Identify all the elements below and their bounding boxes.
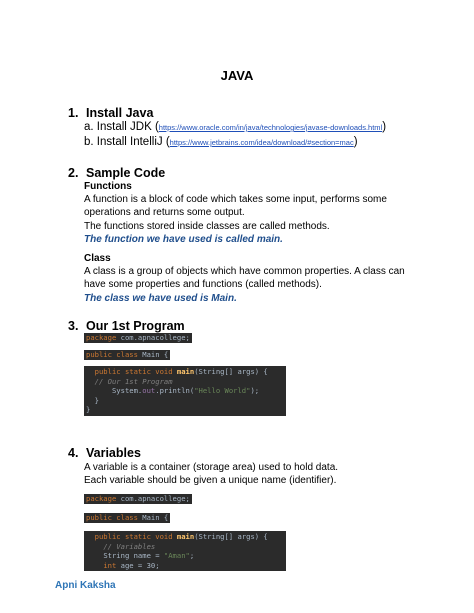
functions-heading: Functions <box>84 181 132 192</box>
variables-text <box>84 461 424 487</box>
functions-highlight: The function we have used is called main. <box>84 233 283 245</box>
class-block <box>84 252 414 305</box>
section-number: 1. <box>68 106 79 120</box>
install-jdk-item: a. Install JDK (https://www.oracle.com/in/java/technologies/javase-downloads.html) <box>84 121 387 133</box>
footer-brand: Apni Kaksha <box>55 580 116 591</box>
code-main-method: public static void main(String[] args) { // Our 1st Program System.out.println("Hello World"); } } <box>84 366 286 416</box>
code-package-line: package com.apnacollege; <box>86 333 190 342</box>
functions-block <box>84 180 414 246</box>
class-text: A class is a group of objects which have common properties. A class can have some properties and functions (called methods). <box>84 266 405 291</box>
install-list <box>84 120 464 150</box>
install-intellij-item: b. Install IntelliJ (https://www.jetbrains.com/idea/download/#section=mac) <box>84 136 358 148</box>
class-highlight: The class we have used is Main. <box>84 292 237 304</box>
page-title: JAVA <box>220 68 254 83</box>
variables-text-2: Each variable should be given a unique name (identifier). <box>84 475 337 487</box>
section-heading-install-java <box>68 106 153 120</box>
variables-text-1: A variable is a container (storage area) used to hold data. <box>84 462 339 473</box>
code-var-class-line: public class Main { <box>86 513 169 522</box>
section-heading-first-program: 3. Our 1st Program <box>68 319 185 333</box>
functions-text-2: The functions stored inside classes are called methods. <box>84 220 330 232</box>
section-title: Install Java <box>86 106 154 120</box>
jdk-link[interactable]: https://www.oracle.com/in/java/technologies/javase-downloads.html <box>158 123 383 132</box>
class-heading: Class <box>84 253 111 264</box>
code-class-line: public class Main { <box>86 350 169 359</box>
functions-text-1: A function is a block of code which takes some input, performs some operations and returns some output. <box>84 194 387 219</box>
section-heading-sample-code: 2. Sample Code <box>68 166 166 180</box>
intellij-link[interactable]: https://www.jetbrains.com/idea/download/#section=mac <box>169 138 354 147</box>
code-var-package-line: package com.apnacollege; <box>86 494 190 503</box>
section-heading-variables: 4. Variables <box>68 446 141 460</box>
code-var-main-method: public static void main(String[] args) { // Variables String name = "Aman"; int age = 30; <box>84 531 286 571</box>
